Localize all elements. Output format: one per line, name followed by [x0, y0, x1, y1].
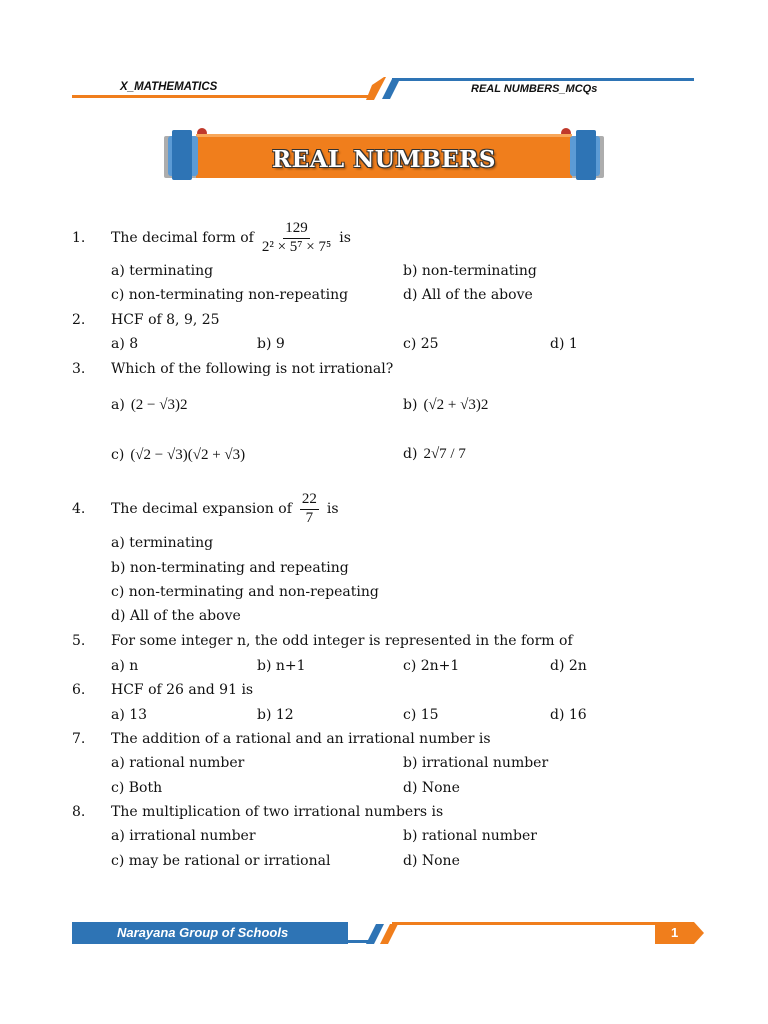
q3-option-c [111, 444, 245, 466]
q6-number: 6. [72, 682, 86, 698]
q4-number: 4. [72, 501, 86, 517]
q5-option-b: b) n+1 [257, 658, 306, 674]
q1-fraction-numerator: 129 [283, 221, 310, 239]
footer-bar [0, 900, 768, 960]
footer-school-name: Narayana Group of Schools [117, 925, 289, 940]
q2-option-c: c) 25 [403, 336, 439, 352]
q7-option-a: a) rational number [111, 755, 245, 771]
q4-fraction-denominator: 7 [305, 509, 314, 526]
q1-number: 1. [72, 230, 86, 246]
header-topic: REAL NUMBERS_MCQs [471, 83, 598, 95]
q5-text: For some integer n, the odd integer is represented in the form of [111, 633, 573, 649]
q3-option-a-expression: (2 − √3)2 [130, 397, 188, 413]
q3-number: 3. [72, 361, 86, 377]
q7-option-d: d) None [403, 780, 460, 796]
q3-option-b-expression: (√2 + √3)2 [423, 397, 489, 413]
q3-option-a [111, 394, 188, 416]
q7-option-c: c) Both [111, 780, 163, 796]
q2-option-b: b) 9 [257, 336, 285, 352]
q6-option-b: b) 12 [257, 707, 294, 723]
q4-option-a: a) terminating [111, 535, 214, 551]
q1-option-a: a) terminating [111, 263, 214, 279]
q2-number: 2. [72, 312, 86, 328]
page-title: REAL NUMBERS [272, 145, 496, 173]
header-rule [0, 0, 768, 110]
q4-option-d: d) All of the above [111, 608, 241, 624]
q4-fraction-numerator: 22 [300, 492, 319, 510]
q5-option-a: a) n [111, 658, 139, 674]
q7-number: 7. [72, 731, 86, 747]
q3-option-d [403, 432, 466, 476]
q1-option-c: c) non-terminating non-repeating [111, 287, 349, 303]
q4-lead: The decimal expansion of [111, 501, 292, 517]
q2-text: HCF of 8, 9, 25 [111, 312, 220, 328]
q6-option-d: d) 16 [550, 707, 587, 723]
q8-option-a: a) irrational number [111, 828, 256, 844]
q3-option-d-expression: 2√7 / 7 [423, 446, 466, 462]
q6-option-c: c) 15 [403, 707, 439, 723]
q8-option-d: d) None [403, 853, 460, 869]
q1-option-b: b) non-terminating [403, 263, 537, 279]
q7-option-b: b) irrational number [403, 755, 549, 771]
q8-number: 8. [72, 804, 86, 820]
q3-option-b-label: b) [403, 397, 418, 413]
q6-text: HCF of 26 and 91 is [111, 682, 254, 698]
q5-option-c: c) 2n+1 [403, 658, 460, 674]
q1-lead: The decimal form of [111, 230, 254, 246]
q3-option-c-label: c) [111, 447, 125, 463]
q3-text: Which of the following is not irrational? [111, 361, 394, 377]
q5-option-d: d) 2n [550, 658, 587, 674]
q3-option-d-label: d) [403, 446, 418, 462]
q1-suffix: is [339, 230, 351, 246]
q3-option-a-label: a) [111, 397, 125, 413]
q3-option-b [403, 394, 488, 416]
q4-text [111, 487, 339, 531]
q4-fraction [300, 492, 319, 527]
q6-option-a: a) 13 [111, 707, 148, 723]
q4-option-c: c) non-terminating and non-repeating [111, 584, 379, 600]
q3-option-c-expression: (√2 − √3)(√2 + √3) [130, 447, 246, 463]
q5-number: 5. [72, 633, 86, 649]
q8-option-b: b) rational number [403, 828, 537, 844]
page-number: 1 [671, 925, 679, 940]
q7-text: The addition of a rational and an irrational number is [111, 731, 491, 747]
header-subject: X_MATHEMATICS [120, 81, 218, 93]
q2-option-a: a) 8 [111, 336, 139, 352]
q1-option-d: d) All of the above [403, 287, 533, 303]
q1-text [111, 215, 351, 261]
q1-fraction-denominator: 2² × 5⁷ × 7⁵ [261, 238, 332, 255]
q4-option-b: b) non-terminating and repeating [111, 560, 349, 576]
q1-fraction [260, 221, 333, 256]
q8-text: The multiplication of two irrational numbers is [111, 804, 444, 820]
q4-suffix: is [326, 501, 339, 517]
q8-option-c: c) may be rational or irrational [111, 853, 331, 869]
q2-option-d: d) 1 [550, 336, 578, 352]
